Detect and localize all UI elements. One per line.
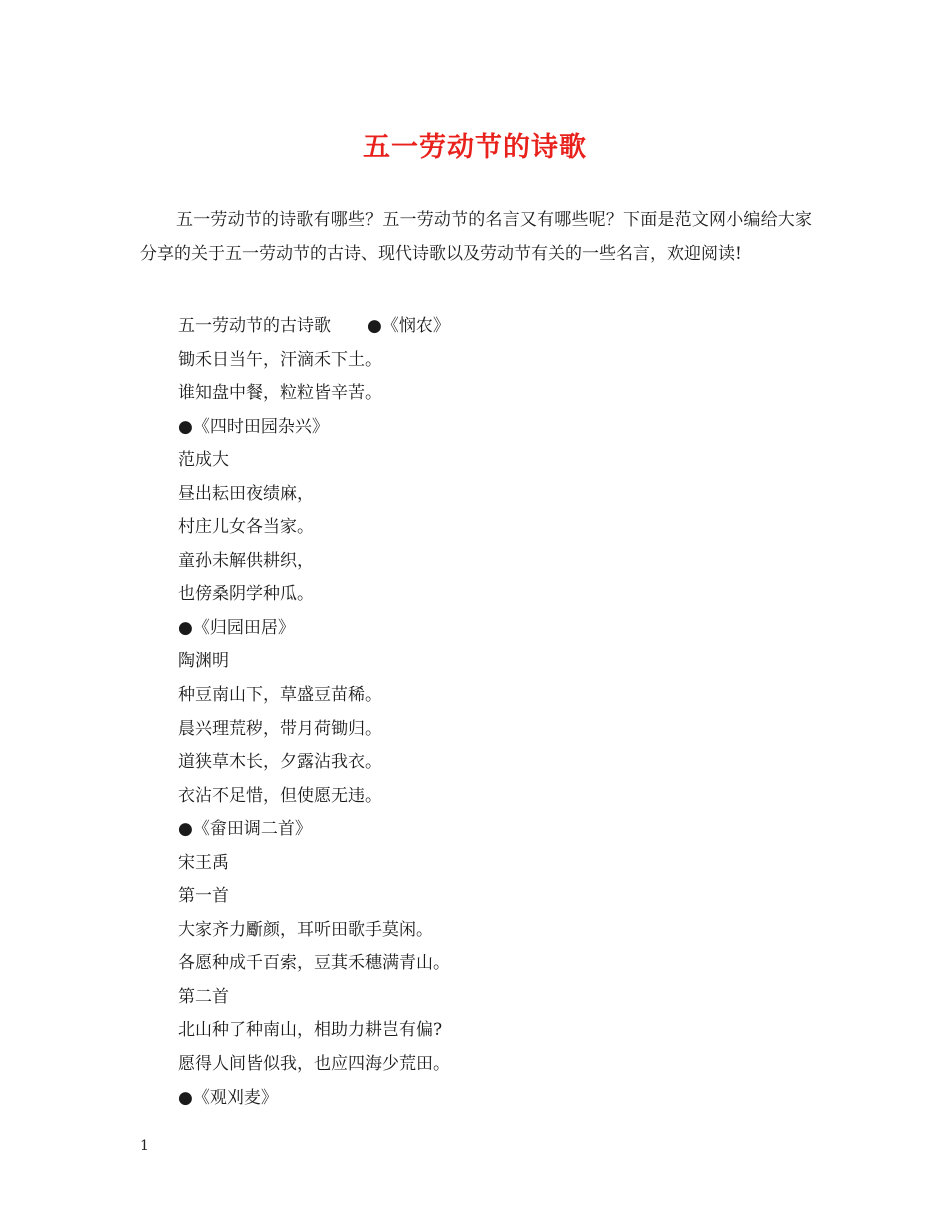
- poem-line: 各愿种成千百索，豆萁禾穗满青山。: [178, 953, 450, 974]
- poem-line: 村庄儿女各当家。: [178, 517, 314, 538]
- poem-line: 道狭草木长，夕露沾我衣。: [178, 752, 382, 773]
- poem-title: ●《观刈麦》: [178, 1087, 278, 1108]
- poem-line: 锄禾日当午，汗滴禾下土。: [178, 349, 382, 370]
- poem-line: 大家齐力斸颜，耳听田歌手莫闲。: [178, 919, 433, 940]
- poem-line: ●《悯农》: [367, 316, 450, 336]
- poem-line-first: [178, 310, 818, 344]
- poem-line: 童孙未解供耕织，: [178, 550, 314, 571]
- poem-line: 愿得人间皆似我，也应四海少荒田。: [178, 1054, 450, 1075]
- poem-line: 也傍桑阴学种瓜。: [178, 584, 314, 605]
- poem-line: 晨兴理荒秽，带月荷锄归。: [178, 718, 382, 739]
- poem-author: 宋王禹: [178, 852, 229, 873]
- document-title: 五一劳动节的诗歌: [363, 132, 587, 163]
- poem-line: 衣沾不足惜，但使愿无违。: [178, 785, 382, 806]
- poem-title: ●《四时田园杂兴》: [178, 416, 329, 437]
- poem-subheading: 第二首: [178, 986, 229, 1007]
- poem-line: 昼出耘田夜绩麻，: [178, 483, 314, 504]
- poem-line: 谁知盘中餐，粒粒皆辛苦。: [178, 383, 382, 404]
- poem-lines: [178, 310, 818, 1115]
- poem-title: ●《归园田居》: [178, 617, 295, 638]
- poem-author: 陶渊明: [178, 651, 229, 672]
- poem-line: 北山种了种南山，相助力耕岂有偏?: [178, 1020, 443, 1041]
- poem-subheading: 第一首: [178, 886, 229, 907]
- intro-paragraph: 五一劳动节的诗歌有哪些？五一劳动节的名言又有哪些呢？下面是范文网小编给大家分享的关于五一劳动节的古诗、现代诗歌以及劳动节有关的一些名言，欢迎阅读!: [140, 210, 812, 264]
- poem-author: 范成大: [178, 450, 229, 471]
- poem-line: 种豆南山下，草盛豆苗稀。: [178, 685, 382, 706]
- page-number: 1: [140, 1138, 149, 1154]
- poem-title: ●《畲田调二首》: [178, 819, 312, 840]
- section-heading: 五一劳动节的古诗歌: [178, 316, 331, 336]
